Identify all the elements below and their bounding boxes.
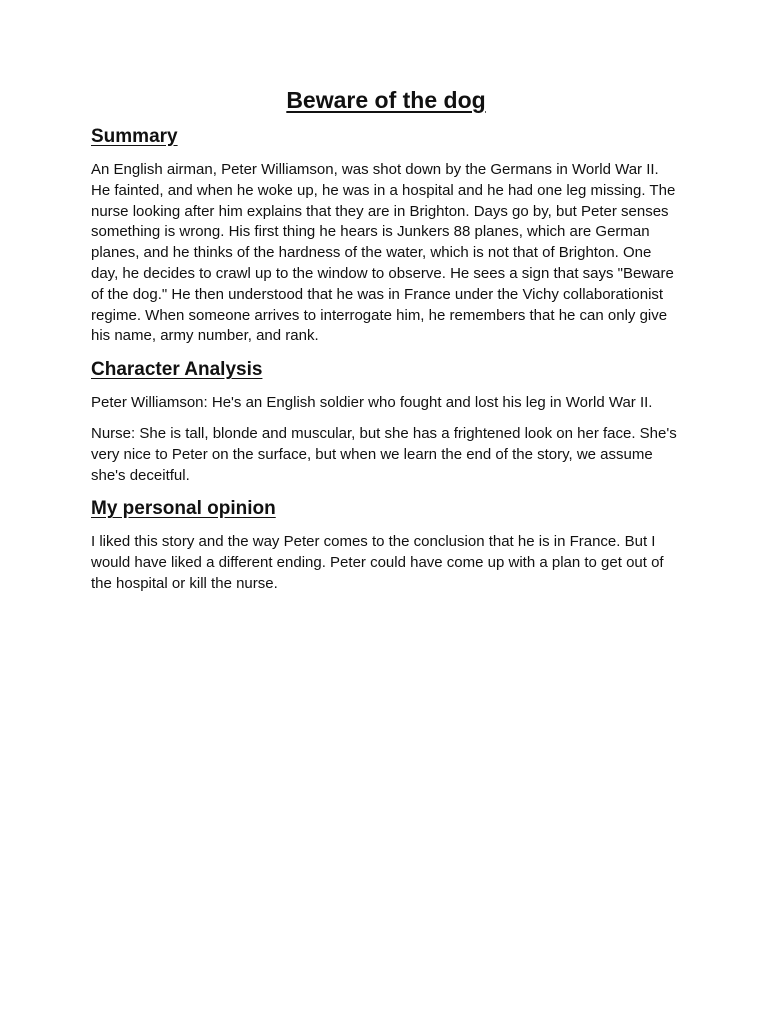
section-personal-opinion — [91, 496, 681, 594]
character-peter-paragraph: Peter Williamson: He's an English soldier who fought and lost his leg in World War II. — [91, 394, 653, 412]
section-heading-personal-opinion: My personal opinion — [91, 498, 276, 520]
document-page — [91, 84, 681, 605]
section-heading-summary: Summary — [91, 126, 178, 147]
section-heading-character-analysis: Character Analysis — [91, 359, 263, 381]
document-title: Beware of the dog — [286, 87, 486, 113]
section-summary — [91, 124, 681, 347]
character-nurse-paragraph: Nurse: She is tall, blonde and muscular, but she has a frightened look on her face. She's very nice to Peter on the surface, but when we learn the end of the story, we assume she's deceitful. — [91, 424, 677, 484]
opinion-paragraph: I liked this story and the way Peter comes to the conclusion that he is in France. But I would have liked a different ending. Peter could have come up with a plan to get out of the hospital or kill the nurse. — [91, 533, 664, 592]
section-character-analysis — [91, 357, 681, 486]
summary-paragraph: An English airman, Peter Williamson, was shot down by the Germans in World War II. He fainted, and when he woke up, he was in a hospital and he had one leg missing. The nurse looking after him explains that they are in Brighton. Days go by, but Peter senses something is wrong. His first thing he hears is Junkers 88 planes, which are German planes, and he thinks of the hardness of the water, which is not that of Brighton. One day, he decides to crawl up to the window to observe. He sees a sign that says "Beware of the dog." He then understood that he was in France under the Vichy collaborationist regime. When someone arrives to interrogate him, he remembers that he can only give his name, army number, and rank. — [91, 161, 676, 345]
